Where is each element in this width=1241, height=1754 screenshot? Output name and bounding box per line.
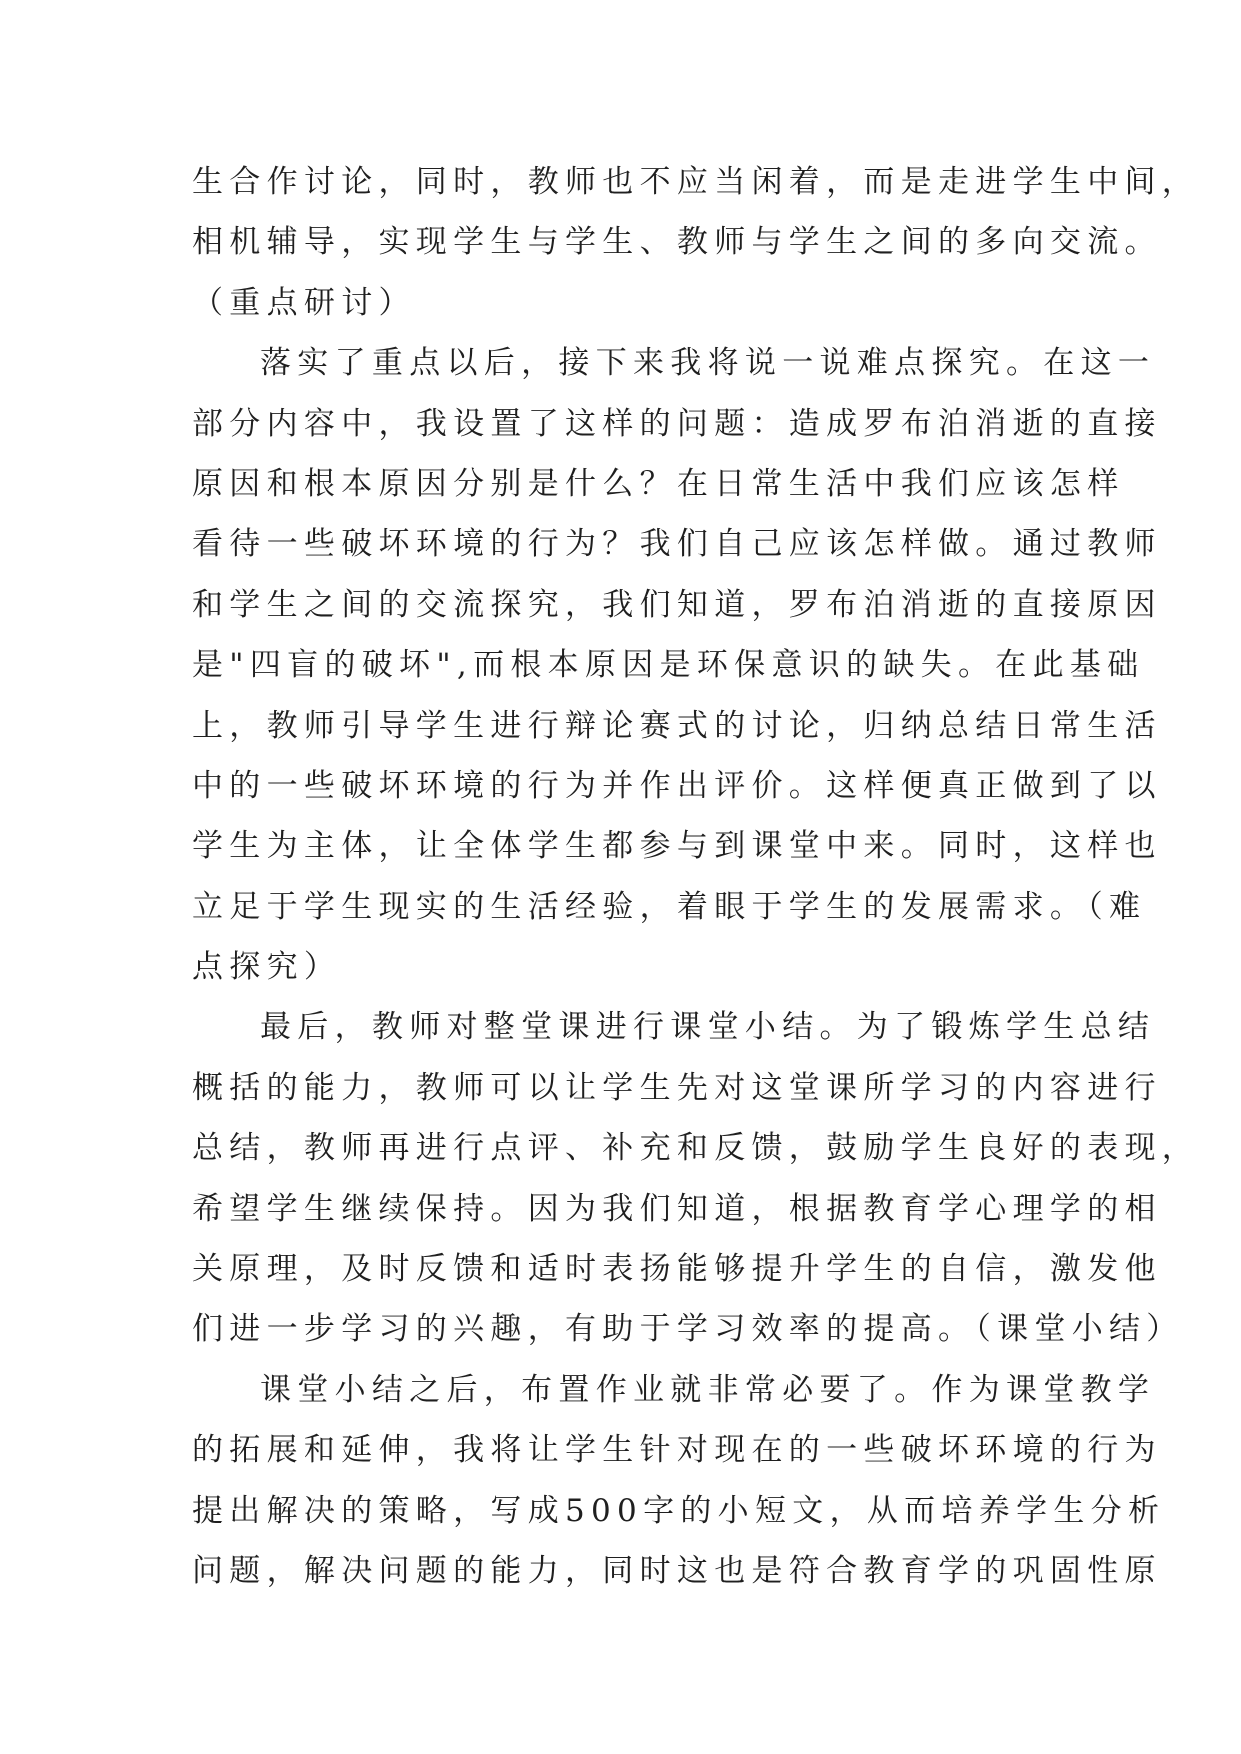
document-body <box>192 152 1200 1601</box>
text-line: 中的一些破坏环境的行为并作出评价。这样便真正做到了以 <box>192 767 1162 804</box>
text-line: 立足于学生现实的生活经验，着眼于学生的发展需求。（难 <box>192 888 1147 925</box>
text-line: 点探究） <box>192 949 342 986</box>
text-line: 是"四盲的破坏",而根本原因是环保意识的缺失。在此基础 <box>192 647 1145 684</box>
text-line: 部分内容中，我设置了这样的问题：造成罗布泊消逝的直接 <box>192 405 1162 442</box>
text-line: 相机辅导，实现学生与学生、教师与学生之间的多向交流。 <box>192 224 1162 261</box>
text-line: 学生为主体，让全体学生都参与到课堂中来。同时，这样也 <box>192 828 1162 865</box>
text-line: 们进一步学习的兴趣，有助于学习效率的提高。（课堂小结） <box>192 1311 1184 1348</box>
text-line: 原因和根本原因分别是什么？在日常生活中我们应该怎样 <box>192 465 1125 502</box>
text-line: 关原理，及时反馈和适时表扬能够提升学生的自信，激发他 <box>192 1251 1162 1288</box>
text-line: 和学生之间的交流探究，我们知道，罗布泊消逝的直接原因 <box>192 586 1162 623</box>
text-line: 上，教师引导学生进行辩论赛式的讨论，归纳总结日常生活 <box>192 707 1162 744</box>
text-line: 总结，教师再进行点评、补充和反馈，鼓励学生良好的表现， <box>192 1130 1200 1167</box>
paragraph-start-line: 落实了重点以后，接下来我将说一说难点探究。在这一 <box>260 345 1156 382</box>
text-line: 提出解决的策略，写成500字的小短文，从而培养学生分析 <box>192 1492 1166 1529</box>
text-line: 问题，解决问题的能力，同时这也是符合教育学的巩固性原 <box>192 1552 1162 1589</box>
paragraph-start-line: 最后，教师对整堂课进行课堂小结。为了锻炼学生总结 <box>260 1009 1156 1046</box>
text-line: 希望学生继续保持。因为我们知道，根据教育学心理学的相 <box>192 1190 1162 1227</box>
text-line: 概括的能力，教师可以让学生先对这堂课所学习的内容进行 <box>192 1069 1162 1106</box>
text-line: 的拓展和延伸，我将让学生针对现在的一些破坏环境的行为 <box>192 1432 1162 1469</box>
text-line: （重点研讨） <box>192 284 416 321</box>
text-line: 看待一些破坏环境的行为？我们自己应该怎样做。通过教师 <box>192 526 1162 563</box>
paragraph-start-line: 课堂小结之后，布置作业就非常必要了。作为课堂教学 <box>260 1371 1156 1408</box>
text-line: 生合作讨论，同时，教师也不应当闲着，而是走进学生中间， <box>192 164 1200 200</box>
